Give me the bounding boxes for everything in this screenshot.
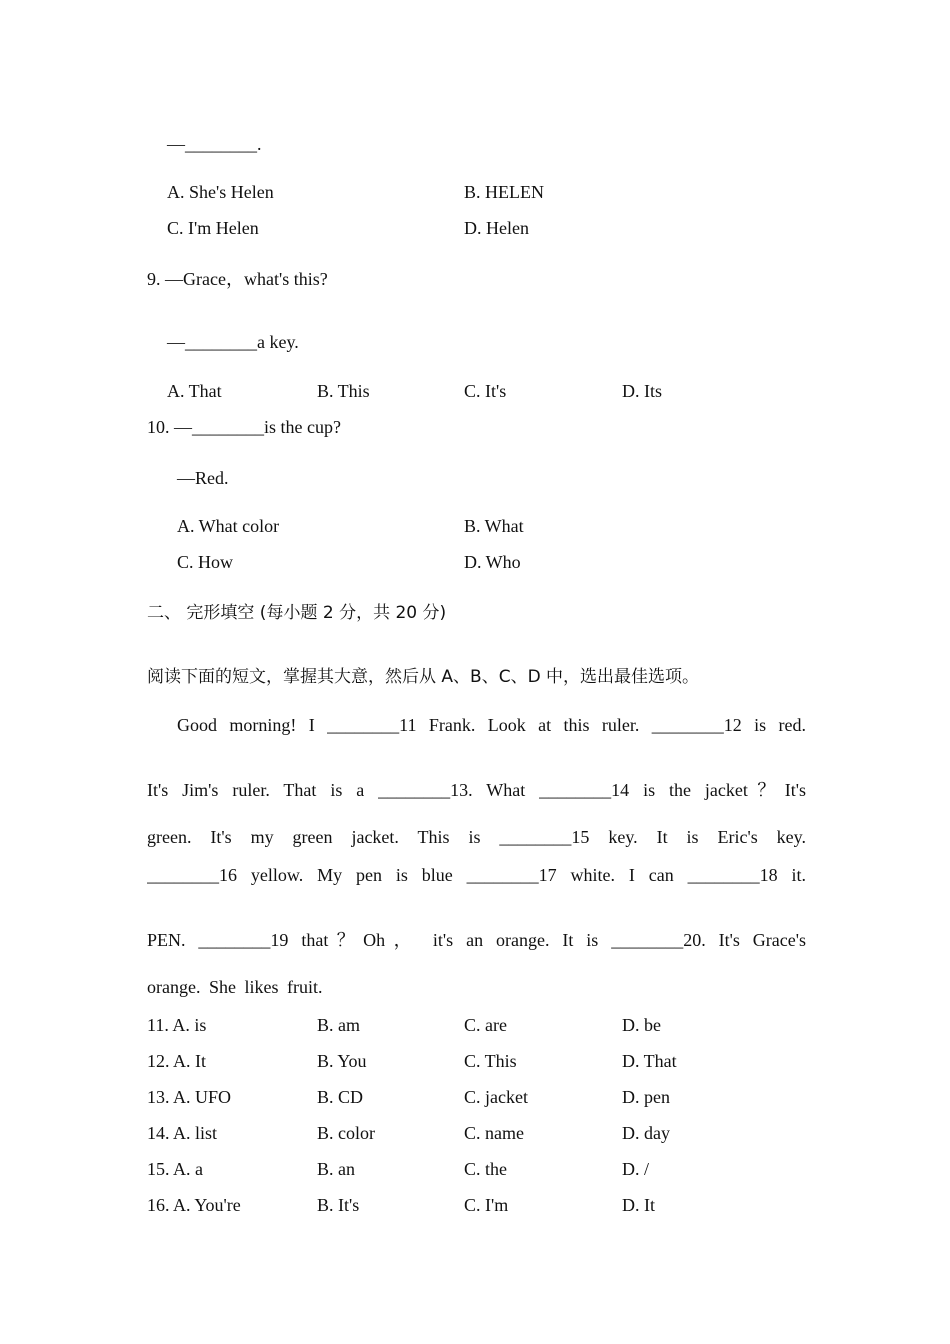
q8-answer-line: —________. — [167, 134, 262, 154]
cloze-option: D. / — [622, 1159, 649, 1179]
passage-line-1: Good morning! I ________11 Frank. Look at this ruler. ________12 is red. — [177, 715, 806, 735]
section2-instruction: 阅读下面的短文，掌握其大意，然后从 A、B、C、D 中，选出最佳选项。 — [147, 667, 700, 687]
cloze-option: 13. A. UFO — [147, 1087, 232, 1107]
cloze-option: C. the — [464, 1159, 507, 1179]
q10-answer-line: —Red. — [177, 468, 229, 488]
q9-option-a: A. That — [167, 381, 222, 401]
q10-option-c: C. How — [177, 552, 234, 572]
cloze-option: D. That — [622, 1051, 677, 1071]
q9-option-c: C. It's — [464, 381, 507, 401]
cloze-option: C. are — [464, 1015, 507, 1035]
q10-option-b: B. What — [464, 516, 524, 536]
cloze-option: B. You — [317, 1051, 367, 1071]
passage-line-2: It's Jim's ruler. That is a ________13. What ________14 is the jacket？It's — [147, 780, 806, 800]
cloze-option: B. CD — [317, 1087, 364, 1107]
cloze-option: D. pen — [622, 1087, 670, 1107]
q10-option-d: D. Who — [464, 552, 521, 572]
q8-option-b: B. HELEN — [464, 182, 544, 202]
cloze-option: C. I'm — [464, 1195, 509, 1215]
q8-option-a: A. She's Helen — [167, 182, 274, 202]
cloze-option: 14. A. list — [147, 1123, 218, 1143]
cloze-option: 12. A. It — [147, 1051, 207, 1071]
q10-option-a: A. What color — [177, 516, 280, 536]
cloze-option: D. It — [622, 1195, 655, 1215]
passage-line-4: ________16 yellow. My pen is blue ________17 white. I can ________18 it. — [147, 865, 806, 885]
passage-line-3: green. It's my green jacket. This is ________15 key. It is Eric's key. — [147, 827, 806, 847]
cloze-option: B. an — [317, 1159, 355, 1179]
cloze-option: B. It's — [317, 1195, 360, 1215]
q10-question: 10. —________is the cup? — [147, 417, 341, 437]
q9-question: 9. —Grace，what's this? — [147, 269, 328, 289]
cloze-option: D. be — [622, 1015, 661, 1035]
section2-heading: 二、 完形填空 (每小题 2 分，共 20 分) — [147, 603, 447, 623]
cloze-option: 11. A. is — [147, 1015, 207, 1035]
cloze-option: D. day — [622, 1123, 670, 1143]
q8-option-c: C. I'm Helen — [167, 218, 259, 238]
cloze-option: B. color — [317, 1123, 375, 1143]
cloze-option: 15. A. a — [147, 1159, 203, 1179]
q9-option-b: B. This — [317, 381, 370, 401]
cloze-option: C. This — [464, 1051, 517, 1071]
passage-line-5: PEN. ________19 that？Oh， it's an orange. It is ________20. It's Grace's — [147, 930, 806, 950]
q8-option-d: D. Helen — [464, 218, 529, 238]
q9-option-d: D. Its — [622, 381, 662, 401]
cloze-option: 16. A. You're — [147, 1195, 241, 1215]
cloze-option: C. name — [464, 1123, 524, 1143]
cloze-option: C. jacket — [464, 1087, 528, 1107]
cloze-option: B. am — [317, 1015, 360, 1035]
q9-answer-line: —________a key. — [167, 332, 299, 352]
passage-line-6: orange. She likes fruit. — [147, 977, 323, 997]
